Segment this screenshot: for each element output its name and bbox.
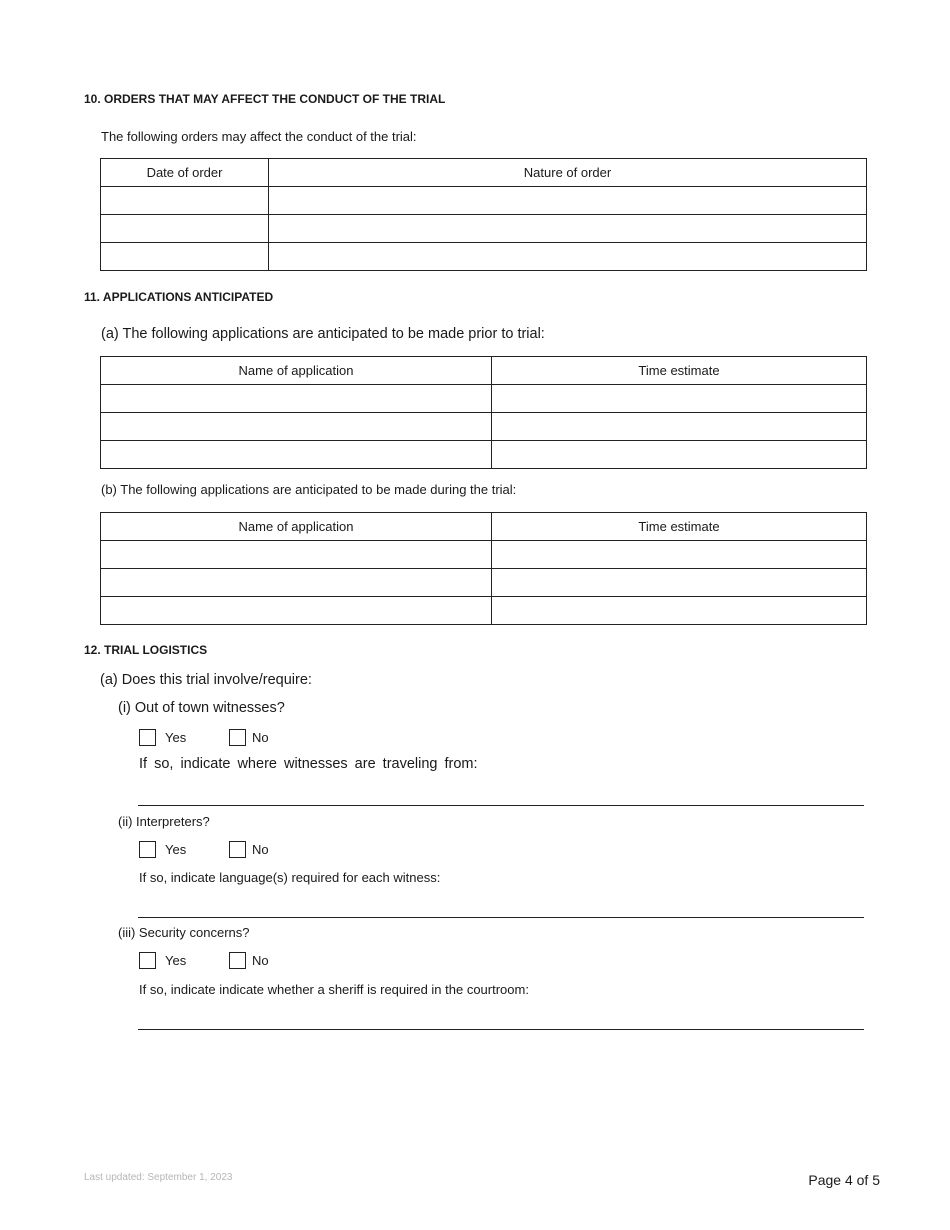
no-label: No [252, 953, 269, 968]
table-row [101, 541, 867, 569]
column-header: Nature of order [269, 159, 867, 187]
table-cell[interactable] [492, 569, 867, 597]
section-10-heading: 10. ORDERS THAT MAY AFFECT THE CONDUCT OF THE TRIAL [84, 92, 446, 106]
table-row [101, 243, 867, 271]
interpreters-options [139, 841, 269, 858]
table-cell[interactable] [492, 385, 867, 413]
last-updated: Last updated: September 1, 2023 [84, 1172, 233, 1183]
security-options [139, 952, 269, 969]
section-10-intro: The following orders may affect the conduct of the trial: [101, 129, 417, 144]
witnesses-followup: If so, indicate where witnesses are traveling from: [139, 756, 478, 772]
interpreters-answer-line[interactable] [138, 917, 864, 918]
question-interpreters: (ii) Interpreters? [118, 814, 210, 829]
yes-checkbox[interactable] [139, 841, 156, 858]
no-label: No [252, 730, 269, 745]
column-header: Date of order [101, 159, 269, 187]
table-row [101, 385, 867, 413]
table-cell[interactable] [101, 187, 269, 215]
witnesses-options [139, 729, 269, 746]
table-row [101, 569, 867, 597]
table-cell[interactable] [492, 413, 867, 441]
section-11b-text: (b) The following applications are anticipated to be made during the trial: [101, 482, 517, 497]
table-header-row [101, 159, 867, 187]
no-checkbox[interactable] [229, 729, 246, 746]
question-security-concerns: (iii) Security concerns? [118, 925, 250, 940]
table-header-row [101, 357, 867, 385]
table-cell[interactable] [101, 441, 492, 469]
table-cell[interactable] [101, 541, 492, 569]
page-number: Page 4 of 5 [808, 1172, 880, 1188]
column-header: Time estimate [492, 513, 867, 541]
no-label: No [252, 842, 269, 857]
question-out-of-town-witnesses: (i) Out of town witnesses? [118, 700, 285, 716]
table-row [101, 597, 867, 625]
witnesses-answer-line[interactable] [138, 805, 864, 806]
table-cell[interactable] [269, 243, 867, 271]
table-cell[interactable] [101, 597, 492, 625]
table-row [101, 413, 867, 441]
security-followup: If so, indicate indicate whether a sheriff is required in the courtroom: [139, 982, 529, 997]
table-row [101, 441, 867, 469]
table-cell[interactable] [101, 243, 269, 271]
column-header: Name of application [101, 513, 492, 541]
yes-label: Yes [165, 842, 187, 857]
table-row [101, 187, 867, 215]
column-header: Time estimate [492, 357, 867, 385]
applications-prior-table [100, 356, 867, 469]
yes-checkbox[interactable] [139, 952, 156, 969]
table-cell[interactable] [101, 215, 269, 243]
section-12-heading: 12. TRIAL LOGISTICS [84, 643, 208, 657]
section-11a-text: (a) The following applications are anticipated to be made prior to trial: [101, 326, 545, 342]
table-row [101, 215, 867, 243]
table-cell[interactable] [269, 215, 867, 243]
table-cell[interactable] [492, 541, 867, 569]
table-cell[interactable] [101, 569, 492, 597]
security-answer-line[interactable] [138, 1029, 864, 1030]
yes-label: Yes [165, 730, 187, 745]
section-11-heading: 11. APPLICATIONS ANTICIPATED [84, 290, 274, 304]
table-header-row [101, 513, 867, 541]
table-cell[interactable] [101, 385, 492, 413]
table-cell[interactable] [492, 597, 867, 625]
applications-during-table [100, 512, 867, 625]
no-checkbox[interactable] [229, 841, 246, 858]
interpreters-followup: If so, indicate language(s) required for each witness: [139, 870, 441, 885]
orders-table [100, 158, 867, 271]
section-12a-text: (a) Does this trial involve/require: [100, 672, 312, 688]
column-header: Name of application [101, 357, 492, 385]
table-cell[interactable] [492, 441, 867, 469]
table-cell[interactable] [101, 413, 492, 441]
yes-label: Yes [165, 953, 187, 968]
yes-checkbox[interactable] [139, 729, 156, 746]
table-cell[interactable] [269, 187, 867, 215]
no-checkbox[interactable] [229, 952, 246, 969]
